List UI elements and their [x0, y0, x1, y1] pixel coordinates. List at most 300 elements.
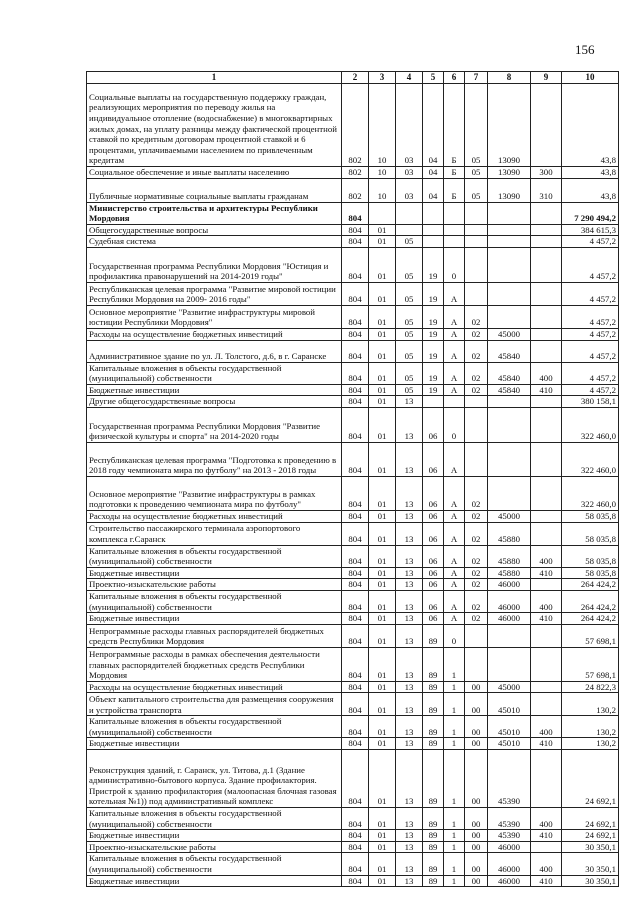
column-header: 1	[87, 72, 342, 84]
cell-subprogram-code: А	[444, 613, 465, 625]
cell-expense-type-code	[531, 84, 562, 167]
cell-subsection-code: 13	[396, 510, 423, 522]
cell-subprogram-code: Б	[444, 178, 465, 202]
cell-direction-code	[488, 305, 531, 328]
cell-administrator-code: 804	[342, 442, 369, 476]
cell-event-code: 00	[465, 830, 488, 842]
cell-program-code: 06	[423, 476, 444, 510]
cell-subprogram-code: А	[444, 590, 465, 612]
cell-event-code: 02	[465, 522, 488, 545]
cell-section-code: 01	[369, 567, 396, 579]
cell-expense-type-code: 410	[531, 613, 562, 625]
cell-direction-code: 45880	[488, 522, 531, 545]
cell-section-code: 01	[369, 282, 396, 305]
cell-subsection-code: 05	[396, 362, 423, 384]
cell-direction-code	[488, 224, 531, 236]
table-row	[87, 841, 619, 853]
cell-subsection-code: 13	[396, 808, 423, 830]
cell-section-code: 10	[369, 84, 396, 167]
cell-section-code: 01	[369, 396, 396, 408]
cell-subprogram-code	[444, 236, 465, 248]
cell-amount: 4 457,2	[562, 247, 619, 282]
cell-expense-type-code	[531, 681, 562, 693]
cell-section-code: 01	[369, 693, 396, 716]
cell-program-code	[423, 224, 444, 236]
row-description: Реконструкция зданий, г. Саранск, ул. Титова, д.1 (Здание административно-бытового корпуса. Здание профилактория. Пристрой к зданию профилактория (малоопасная блочная газовая котельная №1)) под административный комплекс	[87, 750, 342, 808]
cell-amount: 7 290 494,2	[562, 202, 619, 224]
cell-expense-type-code	[531, 407, 562, 442]
cell-program-code: 04	[423, 167, 444, 179]
cell-expense-type-code: 410	[531, 738, 562, 750]
row-description: Республиканская целевая программа "Подготовка к проведению в 2018 году чемпионата мира по футболу" на 2013 - 2018 годы	[87, 442, 342, 476]
cell-administrator-code: 804	[342, 407, 369, 442]
cell-amount: 380 158,1	[562, 396, 619, 408]
column-header: 8	[488, 72, 531, 84]
cell-program-code: 89	[423, 738, 444, 750]
cell-expense-type-code	[531, 247, 562, 282]
column-header: 10	[562, 72, 619, 84]
cell-program-code: 06	[423, 407, 444, 442]
row-description: Другие общегосударственные вопросы	[87, 396, 342, 408]
row-description: Капитальные вложения в объекты государственной (муниципальной) собственности	[87, 590, 342, 612]
cell-expense-type-code: 410	[531, 384, 562, 396]
cell-direction-code	[488, 647, 531, 681]
cell-administrator-code: 804	[342, 693, 369, 716]
cell-subsection-code: 13	[396, 750, 423, 808]
cell-section-code: 10	[369, 178, 396, 202]
cell-administrator-code: 804	[342, 808, 369, 830]
cell-section-code: 01	[369, 224, 396, 236]
cell-subprogram-code: 1	[444, 647, 465, 681]
cell-amount: 30 350,1	[562, 853, 619, 875]
cell-amount: 58 035,8	[562, 567, 619, 579]
cell-section-code: 10	[369, 167, 396, 179]
cell-subprogram-code: 0	[444, 247, 465, 282]
cell-section-code	[369, 202, 396, 224]
cell-expense-type-code	[531, 236, 562, 248]
table-row	[87, 830, 619, 842]
cell-direction-code	[488, 407, 531, 442]
cell-event-code	[465, 396, 488, 408]
cell-program-code: 89	[423, 808, 444, 830]
cell-program-code	[423, 396, 444, 408]
table-row	[87, 167, 619, 179]
cell-subprogram-code: А	[444, 567, 465, 579]
cell-expense-type-code	[531, 750, 562, 808]
row-description: Капитальные вложения в объекты государственной (муниципальной) собственности	[87, 808, 342, 830]
cell-event-code: 02	[465, 613, 488, 625]
row-description: Расходы на осуществление бюджетных инвестиций	[87, 328, 342, 340]
row-description: Министерство строительства и архитектуры Республики Мордовия	[87, 202, 342, 224]
table-row	[87, 647, 619, 681]
cell-subprogram-code: 0	[444, 624, 465, 647]
row-description: Республиканская целевая программа "Развитие мировой юстиции Республики Мордовия на 2009- 2016 годы"	[87, 282, 342, 305]
cell-administrator-code: 804	[342, 624, 369, 647]
cell-event-code: 00	[465, 875, 488, 887]
cell-amount: 264 424,2	[562, 579, 619, 591]
cell-program-code: 89	[423, 716, 444, 738]
cell-program-code: 06	[423, 590, 444, 612]
cell-administrator-code: 804	[342, 396, 369, 408]
cell-section-code: 01	[369, 328, 396, 340]
column-header: 3	[369, 72, 396, 84]
cell-subsection-code	[396, 224, 423, 236]
cell-direction-code: 45010	[488, 716, 531, 738]
cell-administrator-code: 804	[342, 681, 369, 693]
cell-section-code: 01	[369, 236, 396, 248]
cell-program-code: 06	[423, 613, 444, 625]
table-row	[87, 716, 619, 738]
table-row	[87, 579, 619, 591]
cell-amount: 4 457,2	[562, 305, 619, 328]
row-description: Бюджетные инвестиции	[87, 875, 342, 887]
cell-event-code	[465, 442, 488, 476]
cell-subprogram-code: А	[444, 442, 465, 476]
cell-administrator-code: 804	[342, 579, 369, 591]
table-row	[87, 282, 619, 305]
cell-administrator-code: 804	[342, 738, 369, 750]
cell-subsection-code: 13	[396, 716, 423, 738]
cell-subprogram-code: 1	[444, 716, 465, 738]
row-description: Бюджетные инвестиции	[87, 830, 342, 842]
row-description: Государственная программа Республики Мордовия "Развитие физической культуры и спорта" на 2014-2020 годы	[87, 407, 342, 442]
cell-section-code: 01	[369, 305, 396, 328]
row-description: Государственная программа Республики Мордовия "Юстиция и профилактика правонарушений на 2014-2019 годы"	[87, 247, 342, 282]
cell-direction-code: 13090	[488, 84, 531, 167]
table-row	[87, 476, 619, 510]
cell-event-code	[465, 236, 488, 248]
cell-section-code: 01	[369, 579, 396, 591]
cell-section-code: 01	[369, 545, 396, 567]
cell-subsection-code: 05	[396, 247, 423, 282]
cell-amount: 43,8	[562, 84, 619, 167]
cell-amount: 4 457,2	[562, 282, 619, 305]
cell-direction-code: 46000	[488, 613, 531, 625]
cell-event-code: 05	[465, 178, 488, 202]
cell-expense-type-code	[531, 202, 562, 224]
cell-subsection-code: 13	[396, 522, 423, 545]
cell-direction-code: 45840	[488, 362, 531, 384]
cell-direction-code	[488, 236, 531, 248]
row-description: Бюджетные инвестиции	[87, 567, 342, 579]
cell-subprogram-code: А	[444, 510, 465, 522]
column-header: 2	[342, 72, 369, 84]
cell-event-code: 00	[465, 693, 488, 716]
table-row	[87, 567, 619, 579]
cell-direction-code: 46000	[488, 841, 531, 853]
table-row	[87, 442, 619, 476]
cell-section-code: 01	[369, 750, 396, 808]
cell-administrator-code: 804	[342, 305, 369, 328]
cell-direction-code: 46000	[488, 579, 531, 591]
table-row	[87, 693, 619, 716]
cell-administrator-code: 804	[342, 362, 369, 384]
cell-program-code: 89	[423, 875, 444, 887]
cell-program-code: 06	[423, 579, 444, 591]
cell-program-code: 89	[423, 750, 444, 808]
cell-amount: 30 350,1	[562, 841, 619, 853]
cell-subsection-code: 13	[396, 693, 423, 716]
cell-program-code: 19	[423, 362, 444, 384]
cell-section-code: 01	[369, 830, 396, 842]
cell-expense-type-code: 410	[531, 875, 562, 887]
cell-subsection-code: 13	[396, 590, 423, 612]
cell-section-code: 01	[369, 716, 396, 738]
cell-subsection-code: 05	[396, 305, 423, 328]
cell-administrator-code: 804	[342, 202, 369, 224]
cell-event-code	[465, 282, 488, 305]
cell-subprogram-code: Б	[444, 84, 465, 167]
cell-program-code: 89	[423, 853, 444, 875]
cell-expense-type-code: 400	[531, 716, 562, 738]
cell-subprogram-code: 1	[444, 841, 465, 853]
cell-subprogram-code	[444, 202, 465, 224]
cell-amount: 58 035,8	[562, 510, 619, 522]
cell-subprogram-code: А	[444, 328, 465, 340]
cell-expense-type-code	[531, 305, 562, 328]
cell-subprogram-code: А	[444, 282, 465, 305]
cell-event-code: 02	[465, 567, 488, 579]
cell-subprogram-code: 1	[444, 738, 465, 750]
cell-subsection-code: 13	[396, 624, 423, 647]
cell-subprogram-code: А	[444, 362, 465, 384]
cell-amount: 24 822,3	[562, 681, 619, 693]
cell-expense-type-code	[531, 510, 562, 522]
cell-amount: 57 698,1	[562, 647, 619, 681]
cell-amount: 130,2	[562, 693, 619, 716]
cell-expense-type-code: 410	[531, 567, 562, 579]
table-row	[87, 613, 619, 625]
row-description: Объект капитального строительства для размещения сооружения и устройства транспорта	[87, 693, 342, 716]
row-description: Социальные выплаты на государственную поддержку граждан, реализующих мероприятия по переводу жилья на индивидуальное отопление (водоснабжение) в многоквартирных жилых домах, на уплату разницы между фактической процентной ставкой по кредитным договорам процентной ставкой и 6 процентами, уплачиваемыми населением по привлеченным кредитам	[87, 84, 342, 167]
cell-section-code: 01	[369, 407, 396, 442]
cell-program-code: 89	[423, 693, 444, 716]
cell-event-code	[465, 647, 488, 681]
cell-event-code	[465, 224, 488, 236]
cell-event-code: 02	[465, 476, 488, 510]
cell-expense-type-code	[531, 624, 562, 647]
cell-administrator-code: 804	[342, 853, 369, 875]
column-header: 6	[444, 72, 465, 84]
cell-direction-code: 45880	[488, 567, 531, 579]
table-row	[87, 84, 619, 167]
cell-expense-type-code	[531, 522, 562, 545]
table-row	[87, 236, 619, 248]
cell-subprogram-code: 0	[444, 407, 465, 442]
cell-subprogram-code: 1	[444, 853, 465, 875]
cell-event-code	[465, 247, 488, 282]
cell-administrator-code: 804	[342, 647, 369, 681]
cell-subprogram-code: 1	[444, 808, 465, 830]
cell-amount: 130,2	[562, 716, 619, 738]
cell-subprogram-code: 1	[444, 681, 465, 693]
cell-expense-type-code	[531, 282, 562, 305]
cell-amount: 384 615,3	[562, 224, 619, 236]
cell-subsection-code: 13	[396, 396, 423, 408]
cell-subsection-code: 05	[396, 282, 423, 305]
cell-program-code: 19	[423, 384, 444, 396]
cell-event-code: 00	[465, 681, 488, 693]
cell-event-code: 02	[465, 590, 488, 612]
cell-administrator-code: 802	[342, 178, 369, 202]
table-header-row	[87, 72, 619, 84]
cell-event-code	[465, 624, 488, 647]
column-header: 7	[465, 72, 488, 84]
cell-administrator-code: 804	[342, 841, 369, 853]
cell-subprogram-code: 1	[444, 830, 465, 842]
cell-expense-type-code	[531, 841, 562, 853]
table-row	[87, 808, 619, 830]
cell-direction-code: 45840	[488, 384, 531, 396]
table-row	[87, 624, 619, 647]
cell-direction-code: 45000	[488, 510, 531, 522]
cell-expense-type-code	[531, 476, 562, 510]
row-description: Капитальные вложения в объекты государственной (муниципальной) собственности	[87, 853, 342, 875]
cell-subsection-code: 13	[396, 579, 423, 591]
cell-section-code: 01	[369, 442, 396, 476]
cell-program-code: 06	[423, 442, 444, 476]
cell-direction-code: 45390	[488, 808, 531, 830]
cell-event-code: 00	[465, 716, 488, 738]
row-description: Расходы на осуществление бюджетных инвестиций	[87, 510, 342, 522]
cell-section-code: 01	[369, 808, 396, 830]
table-row	[87, 738, 619, 750]
cell-amount: 4 457,2	[562, 340, 619, 362]
cell-program-code: 89	[423, 841, 444, 853]
column-header: 4	[396, 72, 423, 84]
cell-amount: 4 457,2	[562, 236, 619, 248]
cell-program-code: 06	[423, 567, 444, 579]
cell-amount: 4 457,2	[562, 328, 619, 340]
cell-subprogram-code: А	[444, 522, 465, 545]
cell-amount: 264 424,2	[562, 613, 619, 625]
row-description: Общегосударственные вопросы	[87, 224, 342, 236]
cell-amount: 30 350,1	[562, 875, 619, 887]
cell-program-code	[423, 202, 444, 224]
cell-expense-type-code: 400	[531, 545, 562, 567]
cell-program-code: 19	[423, 305, 444, 328]
cell-direction-code	[488, 202, 531, 224]
cell-amount: 4 457,2	[562, 384, 619, 396]
cell-subsection-code: 13	[396, 567, 423, 579]
cell-event-code: 02	[465, 362, 488, 384]
cell-expense-type-code	[531, 340, 562, 362]
table-row	[87, 202, 619, 224]
cell-program-code: 06	[423, 510, 444, 522]
table-row	[87, 340, 619, 362]
row-description: Непрограммные расходы главных распорядителей бюджетных средств Республики Мордовия	[87, 624, 342, 647]
cell-subprogram-code: А	[444, 545, 465, 567]
cell-expense-type-code: 310	[531, 178, 562, 202]
row-description: Публичные нормативные социальные выплаты гражданам	[87, 178, 342, 202]
cell-administrator-code: 804	[342, 590, 369, 612]
cell-expense-type-code: 300	[531, 167, 562, 179]
cell-subsection-code: 03	[396, 178, 423, 202]
table-row	[87, 750, 619, 808]
row-description: Непрограммные расходы в рамках обеспечения деятельности главных распорядителей бюджетных средств Республики Мордовия	[87, 647, 342, 681]
row-description: Строительство пассажирского терминала аэропортового комплекса г.Саранск	[87, 522, 342, 545]
cell-event-code	[465, 407, 488, 442]
cell-amount: 322 460,0	[562, 407, 619, 442]
table-row	[87, 178, 619, 202]
row-description: Основное мероприятие "Развитие инфраструктуры мировой юстиции Республики Мордовия"	[87, 305, 342, 328]
cell-administrator-code: 804	[342, 875, 369, 887]
cell-subsection-code: 13	[396, 545, 423, 567]
cell-section-code: 01	[369, 853, 396, 875]
cell-administrator-code: 804	[342, 340, 369, 362]
cell-subprogram-code	[444, 396, 465, 408]
cell-subprogram-code: А	[444, 579, 465, 591]
cell-event-code: 02	[465, 579, 488, 591]
cell-administrator-code: 804	[342, 716, 369, 738]
cell-administrator-code: 804	[342, 247, 369, 282]
cell-subprogram-code: А	[444, 340, 465, 362]
cell-direction-code: 45390	[488, 750, 531, 808]
cell-amount: 130,2	[562, 738, 619, 750]
cell-direction-code: 45010	[488, 693, 531, 716]
cell-subprogram-code: Б	[444, 167, 465, 179]
table-row	[87, 224, 619, 236]
cell-subsection-code: 05	[396, 236, 423, 248]
cell-section-code: 01	[369, 247, 396, 282]
cell-subsection-code: 13	[396, 738, 423, 750]
cell-administrator-code: 804	[342, 613, 369, 625]
cell-direction-code: 45840	[488, 340, 531, 362]
column-header: 9	[531, 72, 562, 84]
row-description: Социальное обеспечение и иные выплаты населению	[87, 167, 342, 179]
cell-direction-code: 13090	[488, 167, 531, 179]
cell-subsection-code: 13	[396, 853, 423, 875]
cell-section-code: 01	[369, 613, 396, 625]
table-row	[87, 305, 619, 328]
cell-administrator-code: 802	[342, 167, 369, 179]
cell-subsection-code: 13	[396, 407, 423, 442]
page-number: 156	[575, 42, 595, 57]
cell-expense-type-code	[531, 693, 562, 716]
table-row	[87, 522, 619, 545]
cell-expense-type-code	[531, 579, 562, 591]
cell-direction-code: 46000	[488, 875, 531, 887]
cell-amount: 4 457,2	[562, 362, 619, 384]
cell-program-code: 89	[423, 681, 444, 693]
column-header: 5	[423, 72, 444, 84]
cell-section-code: 01	[369, 624, 396, 647]
row-description: Судебная система	[87, 236, 342, 248]
cell-subsection-code: 13	[396, 476, 423, 510]
cell-section-code: 01	[369, 647, 396, 681]
cell-expense-type-code: 400	[531, 808, 562, 830]
cell-subsection-code	[396, 202, 423, 224]
row-description: Расходы на осуществление бюджетных инвестиций	[87, 681, 342, 693]
cell-direction-code	[488, 247, 531, 282]
row-description: Административное здание по ул. Л. Толстого, д.6, в г. Саранске	[87, 340, 342, 362]
table-row	[87, 384, 619, 396]
cell-program-code: 89	[423, 647, 444, 681]
cell-subsection-code: 13	[396, 681, 423, 693]
cell-amount: 24 692,1	[562, 750, 619, 808]
cell-program-code: 89	[423, 830, 444, 842]
cell-subprogram-code: А	[444, 384, 465, 396]
cell-direction-code	[488, 396, 531, 408]
cell-subprogram-code: А	[444, 305, 465, 328]
row-description: Капитальные вложения в объекты государственной (муниципальной) собственности	[87, 545, 342, 567]
cell-direction-code	[488, 442, 531, 476]
row-description: Проектно-изыскательские работы	[87, 579, 342, 591]
cell-section-code: 01	[369, 841, 396, 853]
cell-administrator-code: 804	[342, 545, 369, 567]
cell-section-code: 01	[369, 738, 396, 750]
cell-administrator-code: 804	[342, 224, 369, 236]
